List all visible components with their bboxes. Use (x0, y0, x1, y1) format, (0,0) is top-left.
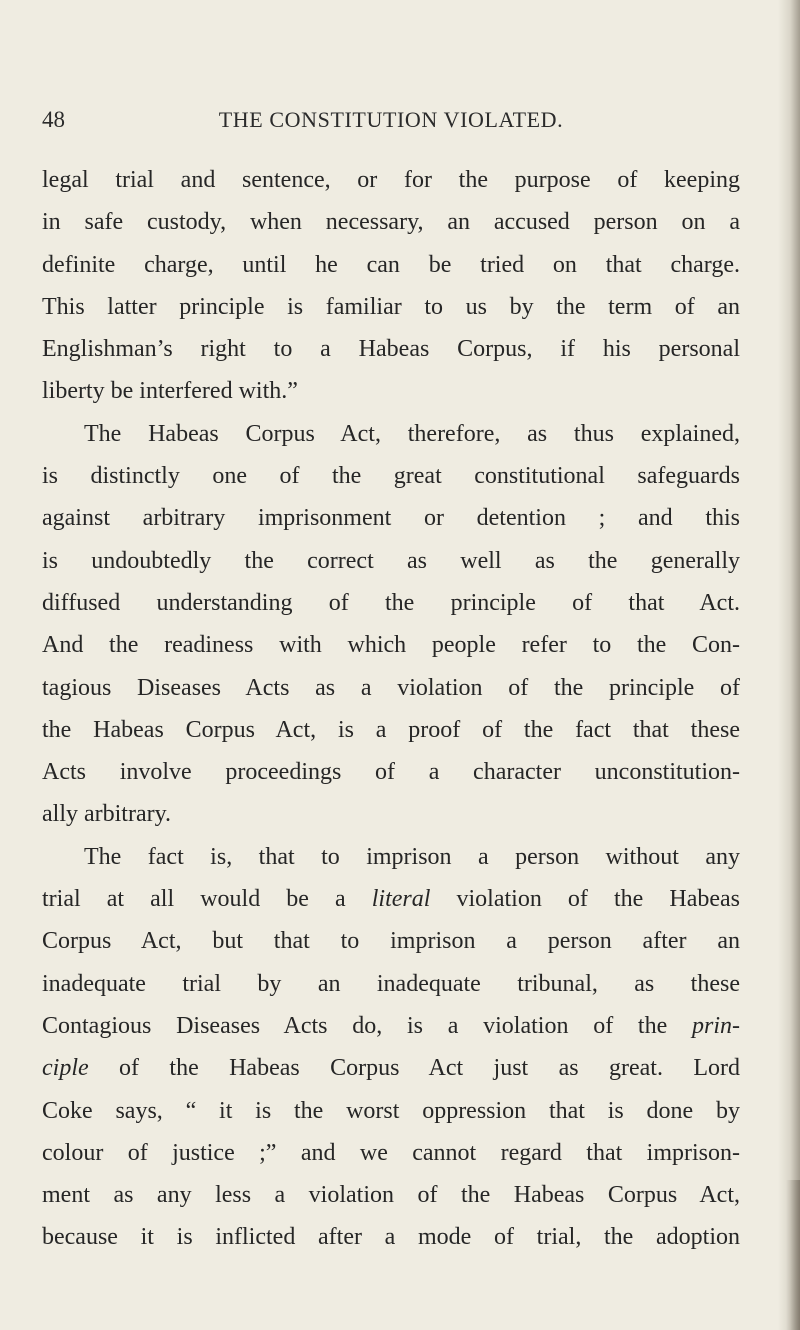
page-header (42, 100, 740, 140)
text-run: trial at all would be a (42, 886, 372, 913)
text-line: diffused understanding of the principle of that Act. (42, 589, 740, 616)
text-line: And the readiness with which people refer to the Con- (42, 632, 740, 659)
text-line: liberty be interfered with.” (42, 378, 298, 405)
text-line: The fact is, that to imprison a person without any (84, 843, 740, 870)
italic-run: prin- (692, 1012, 740, 1039)
text-line: ment as any less a violation of the Habeas Corpus Act, (42, 1182, 740, 1209)
text-line: This latter principle is familiar to us by the term of an (42, 293, 740, 320)
text-line: against arbitrary imprisonment or detention ; and this (42, 505, 740, 532)
italic-run: literal (371, 886, 431, 913)
page-edge-shadow-lower (786, 1180, 800, 1330)
text-line (42, 1005, 740, 1047)
page-number: 48 (42, 107, 65, 132)
text-line (42, 878, 740, 920)
text-run: Contagious Diseases Acts do, is a violation of the (42, 1012, 692, 1039)
text-line: is undoubtedly the correct as well as the generally (42, 547, 740, 574)
text-line: because it is inflicted after a mode of trial, the adoption (42, 1224, 740, 1251)
text-run: of the Habeas Corpus Act just as great. Lord (88, 1055, 740, 1082)
text-line: The Habeas Corpus Act, therefore, as thus explained, (84, 420, 740, 447)
text-line (42, 1047, 740, 1089)
text-line: Coke says, “ it is the worst oppression that is done by (42, 1097, 740, 1124)
page-edge-shadow (778, 0, 800, 1330)
text-line: ally arbitrary. (42, 801, 172, 828)
text-line: Acts involve proceedings of a character unconstitution- (42, 759, 740, 786)
text-line: the Habeas Corpus Act, is a proof of the fact that these (42, 716, 740, 743)
text-line: colour of justice ;” and we cannot regard that imprison- (42, 1139, 740, 1166)
text-line: is distinctly one of the great constitutional safeguards (42, 463, 740, 490)
italic-run: ciple (42, 1055, 89, 1082)
text-line: in safe custody, when necessary, an accused person on a (42, 209, 740, 236)
text-line: Englishman’s right to a Habeas Corpus, if his personal (42, 336, 740, 363)
text-line: definite charge, until he can be tried on that charge. (42, 251, 740, 278)
body-text (42, 159, 740, 1259)
running-head: THE CONSTITUTION VIOLATED. (218, 107, 564, 132)
text-line: legal trial and sentence, or for the purpose of keeping (42, 167, 740, 193)
text-line: inadequate trial by an inadequate tribunal, as these (42, 970, 740, 997)
text-line: tagious Diseases Acts as a violation of the principle of (42, 674, 740, 701)
text-line: Corpus Act, but that to imprison a person after an (42, 928, 740, 955)
text-run: violation of the Habeas (430, 886, 741, 913)
